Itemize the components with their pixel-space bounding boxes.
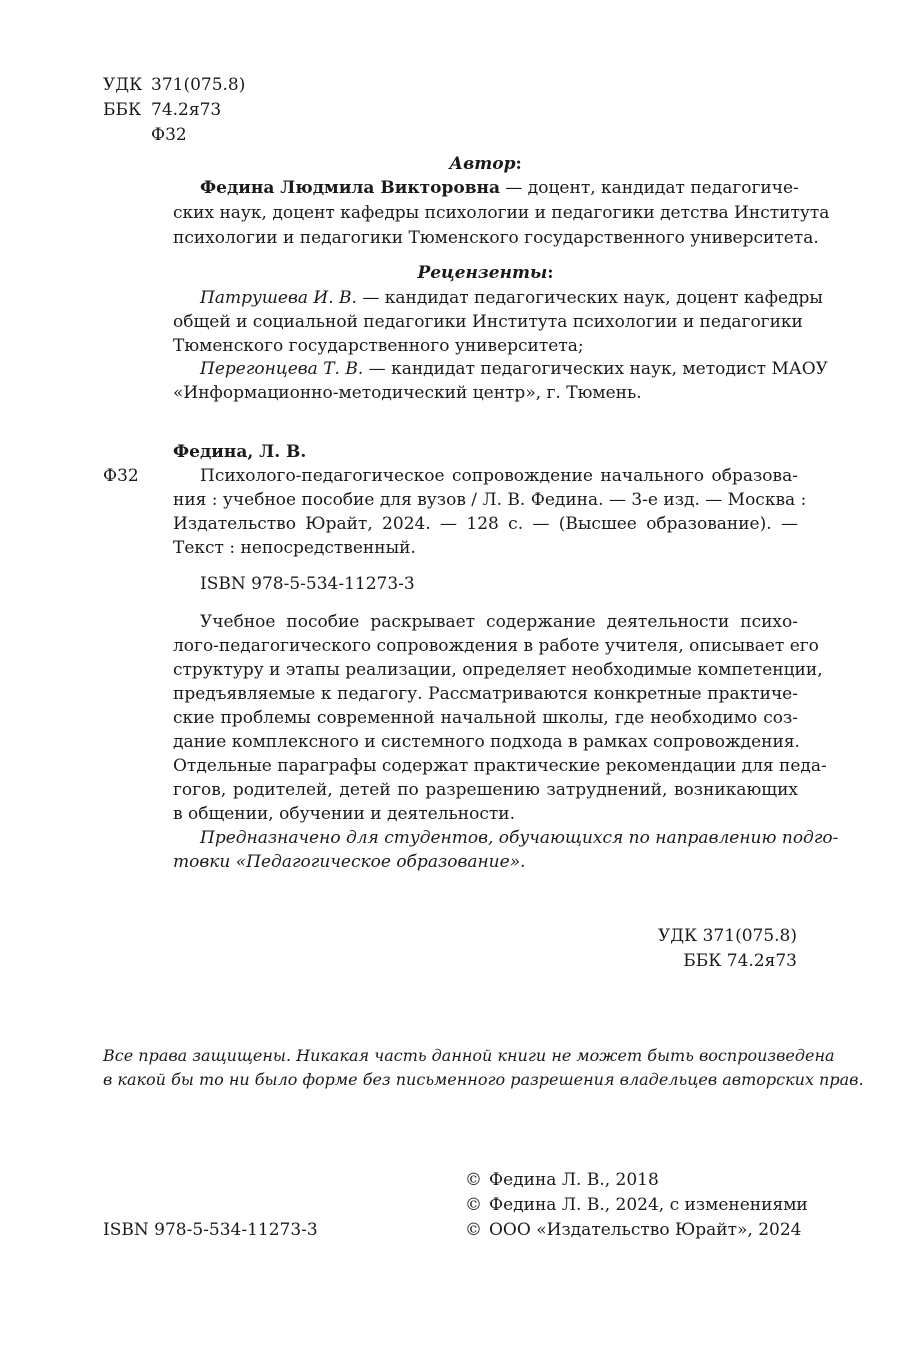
reviewer2-name: Перегонцева Т. В. <box>200 359 364 379</box>
bbk-label: ББК <box>103 100 142 120</box>
author-line-1: Федина Людмила Викторовна — доцент, кандидат педагогиче- <box>200 178 799 198</box>
reviewer1-name: Патрушева И. В. <box>200 288 357 308</box>
udk-right: УДК 371(075.8) <box>657 926 797 946</box>
copyright-line-3: ООО «Издательство Юрайт», 2024 <box>489 1220 802 1240</box>
reviewer2-line-1: Перегонцева Т. В. — кандидат педагогических наук, методист МАОУ <box>200 359 828 379</box>
copyright-symbol-1: © <box>465 1170 482 1190</box>
purpose-line-1: Предназначено для студентов, обучающихся по направлению подго- <box>200 828 839 848</box>
bib-mark: Ф32 <box>103 466 139 486</box>
annotation-line-2: лого-педагогического сопровождения в работе учителя, описывает его <box>173 636 819 656</box>
bib-line-2: ния : учебное пособие для вузов / Л. В. Федина. — 3-е изд. — Москва : <box>173 490 807 510</box>
author-line-2: ских наук, доцент кафедры психологии и педагогики детства Института <box>173 203 830 223</box>
bib-line-3: Издательство Юрайт, 2024. — 128 с. — (Высшее образование). — <box>173 514 798 534</box>
reviewer1-line-2: общей и социальной педагогики Института психологии и педагогики <box>173 312 803 332</box>
annotation-line-9: в общении, обучении и деятельности. <box>173 804 516 824</box>
reviewer2-line-2: «Информационно-методический центр», г. Тюмень. <box>173 383 642 403</box>
udk-value: 371(075.8) <box>151 75 246 95</box>
rights-line-1: Все права защищены. Никакая часть данной книги не может быть воспроизведена <box>103 1046 835 1065</box>
bbk-right: ББК 74.2я73 <box>683 951 797 971</box>
copyright-line-1: Федина Л. В., 2018 <box>489 1170 659 1190</box>
author-heading: Автор: <box>449 154 522 174</box>
bib-author-heading: Федина, Л. В. <box>173 442 307 462</box>
reviewer1-line-3: Тюменского государственного университета; <box>173 336 584 356</box>
udk-label: УДК <box>103 75 143 95</box>
bib-isbn: ISBN 978-5-534-11273-3 <box>200 574 415 594</box>
author-name: Федина Людмила Викторовна <box>200 178 500 198</box>
rights-line-2: в какой бы то ни было форме без письменного разрешения владельцев авторских прав. <box>103 1070 864 1089</box>
purpose-line-2: товки «Педагогическое образование». <box>173 852 526 872</box>
copyright-symbol-3: © <box>465 1220 482 1240</box>
footer-isbn: ISBN 978-5-534-11273-3 <box>103 1220 318 1240</box>
author-mark: Ф32 <box>151 125 187 145</box>
annotation-line-1: Учебное пособие раскрывает содержание деятельности психо- <box>200 612 798 632</box>
annotation-line-3: структуру и этапы реализации, определяет необходимые компетенции, <box>173 660 823 680</box>
annotation-line-4: предъявляемые к педагогу. Рассматриваются конкретные практиче- <box>173 684 798 704</box>
bbk-value: 74.2я73 <box>151 100 222 120</box>
author-line-3: психологии и педагогики Тюменского государственного университета. <box>173 228 819 248</box>
reviewers-heading: Рецензенты: <box>417 263 554 283</box>
copyright-line-2: Федина Л. В., 2024, с изменениями <box>489 1195 808 1215</box>
annotation-line-6: дание комплексного и системного подхода в рамках сопровождения. <box>173 732 800 752</box>
bib-line-1: Психолого-педагогическое сопровождение начального образова- <box>200 466 798 486</box>
annotation-line-8: гогов, родителей, детей по разрешению затруднений, возникающих <box>173 780 798 800</box>
reviewer1-line-1: Патрушева И. В. — кандидат педагогических наук, доцент кафедры <box>200 288 823 308</box>
copyright-symbol-2: © <box>465 1195 482 1215</box>
bib-line-4: Текст : непосредственный. <box>173 538 416 558</box>
annotation-line-7: Отдельные параграфы содержат практические рекомендации для педа- <box>173 756 827 776</box>
annotation-line-5: ские проблемы современной начальной школы, где необходимо соз- <box>173 708 798 728</box>
